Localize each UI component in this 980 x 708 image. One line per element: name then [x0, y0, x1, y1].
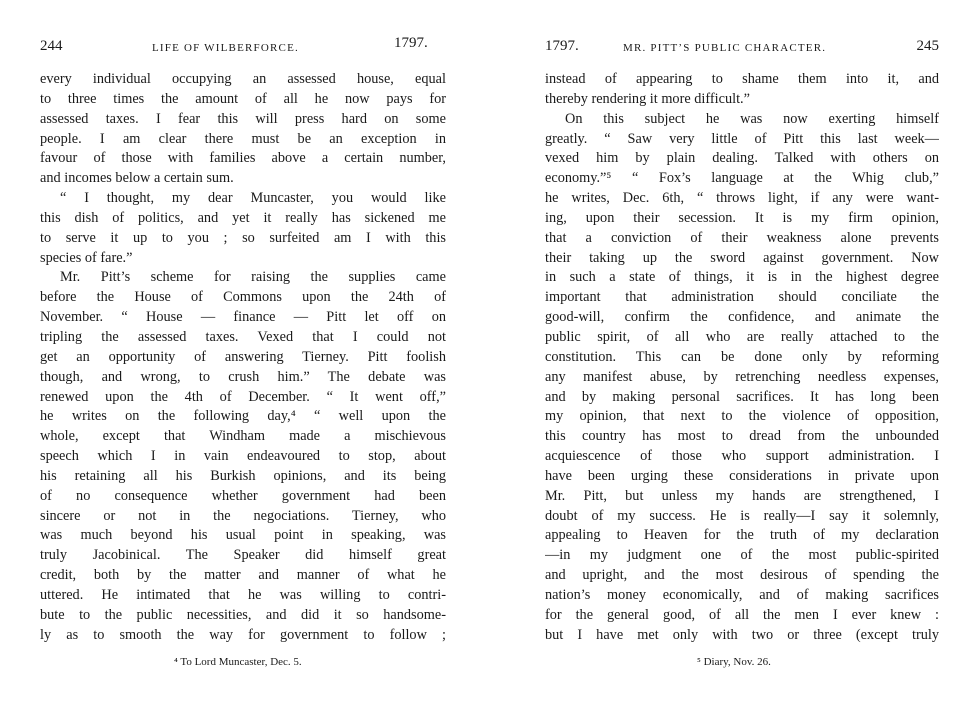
text-line: thereby rendering it more difficult.” — [545, 90, 750, 107]
text-line: —in my judgment one of the most public-spirited — [545, 547, 939, 564]
text-line: appealing to Heaven for the truth of my declaration — [545, 527, 939, 544]
text-line: assessed taxes. I fear this will press hard on some — [40, 110, 446, 127]
text-line: vexed him by plain dealing. Talked with others on — [545, 150, 939, 167]
left-page — [40, 0, 446, 708]
text-line: my opinion, that next to the violence of opposition, — [545, 408, 939, 425]
text-line: any manifest abuse, by retrenching needless expenses, — [545, 368, 939, 385]
text-line: nation’s money economically, and of making sacrifices — [545, 586, 939, 603]
text-line: whole, except that Windham made a mischievous — [40, 428, 446, 445]
text-line: species of fare.” — [40, 249, 133, 266]
text-line: favour of those with families above a certain number, — [40, 150, 446, 167]
text-line: he writes on the following day,⁴ “ well upon the — [40, 408, 446, 425]
text-line: to three times the amount of all he now pays for — [40, 90, 446, 107]
text-line: November. “ House — finance — Pitt let off on — [40, 309, 446, 326]
text-line: get an opportunity of answering Tierney. Pitt foolish — [40, 348, 446, 365]
text-line: but I have met only with two or three (except truly — [545, 626, 939, 643]
text-line: uttered. He intimated that he was willing to contri- — [40, 586, 446, 603]
text-line: every individual occupying an assessed house, equal — [40, 71, 446, 87]
left-page-header — [40, 35, 446, 60]
text-line: though, and wrong, to crush him.” The debate was — [40, 368, 446, 385]
running-title: LIFE OF WILBERFORCE. — [152, 42, 299, 54]
text-line: constitution. This can be done only by reforming — [545, 348, 939, 365]
page-number: 244 — [40, 38, 63, 54]
text-line: ing, upon their secession. It is my firm opinion, — [545, 209, 939, 226]
text-line: their taking up the sword against government. Now — [545, 249, 939, 266]
footnote: ⁵ Diary, Nov. 26. — [697, 656, 771, 668]
text-line: to serve it up to you ; so surfeited am I with this — [40, 229, 446, 246]
text-line: he writes, Dec. 6th, “ throws light, if any were want- — [545, 190, 939, 207]
text-line: for the general good, of all the men I ever knew : — [545, 606, 939, 623]
text-line: ly as to smooth the way for government to follow ; — [40, 626, 446, 643]
left-page-body — [40, 70, 446, 645]
text-line: was much beyond his usual point in speaking, was — [40, 527, 446, 544]
text-line: greatly. “ Saw very little of Pitt this last week— — [545, 130, 939, 147]
text-line: bute to the public necessities, and did it so handsome- — [40, 606, 446, 623]
text-line: of no consequence whether government had been — [40, 487, 446, 504]
text-line: his retaining all his Burkish opinions, and its being — [40, 467, 446, 484]
text-line: credit, both by the matter and manner of what he — [40, 567, 446, 584]
text-line: sincere or not in the negociations. Tierney, who — [40, 507, 446, 524]
text-line: instead of appearing to shame them into it, and — [545, 71, 939, 87]
text-line: economy.”⁵ “ Fox’s language at the Whig club,” — [545, 170, 939, 187]
text-line: truly Jacobinical. The Speaker did himself great — [40, 547, 446, 564]
text-line: tripling the assessed taxes. Vexed that I could not — [40, 328, 446, 345]
text-line: “ I thought, my dear Muncaster, you would like — [60, 190, 446, 207]
text-line: On this subject he was now exerting himself — [565, 110, 939, 127]
page-year: 1797. — [545, 38, 579, 54]
text-line: this dish of politics, and yet it really has sickened me — [40, 209, 446, 226]
text-line: good-will, confirm the confidence, and animate the — [545, 309, 939, 326]
text-line: and upright, and the most desirous of spending the — [545, 567, 939, 584]
right-page-body — [545, 70, 939, 645]
text-line: doubt of my success. He is really—I say it solemnly, — [545, 507, 939, 524]
page-year: 1797. — [394, 35, 428, 51]
text-line: people. I am clear there must be an exception in — [40, 130, 446, 147]
running-title: MR. PITT’S PUBLIC CHARACTER. — [623, 42, 827, 54]
text-line: speech which I in vain endeavoured to stop, about — [40, 448, 446, 465]
text-line: have been urging these considerations in private upon — [545, 467, 939, 484]
text-line: and incomes below a certain sum. — [40, 170, 234, 187]
text-line: Mr. Pitt’s scheme for raising the supplies came — [60, 269, 446, 286]
text-line: acquiescence of those who support administration. I — [545, 448, 939, 465]
text-line: renewed upon the 4th of December. “ It went off,” — [40, 388, 446, 405]
page-number: 245 — [916, 38, 939, 54]
right-page — [545, 0, 939, 708]
text-line: important that administration should conciliate the — [545, 289, 939, 306]
text-line: before the House of Commons upon the 24th of — [40, 289, 446, 306]
text-line: that a conviction of their weakness alone prevents — [545, 229, 939, 246]
text-line: and by making personal sacrifices. It has long been — [545, 388, 939, 405]
footnote: ⁴ To Lord Muncaster, Dec. 5. — [174, 656, 302, 668]
text-line: Mr. Pitt, but unless my hands are strengthened, I — [545, 487, 939, 504]
text-line: this country has most to dread from the unbounded — [545, 428, 939, 445]
right-page-header — [545, 38, 939, 60]
text-line: public spirit, of all who are really attached to the — [545, 328, 939, 345]
text-line: in such a state of things, it is in the highest degree — [545, 269, 939, 286]
